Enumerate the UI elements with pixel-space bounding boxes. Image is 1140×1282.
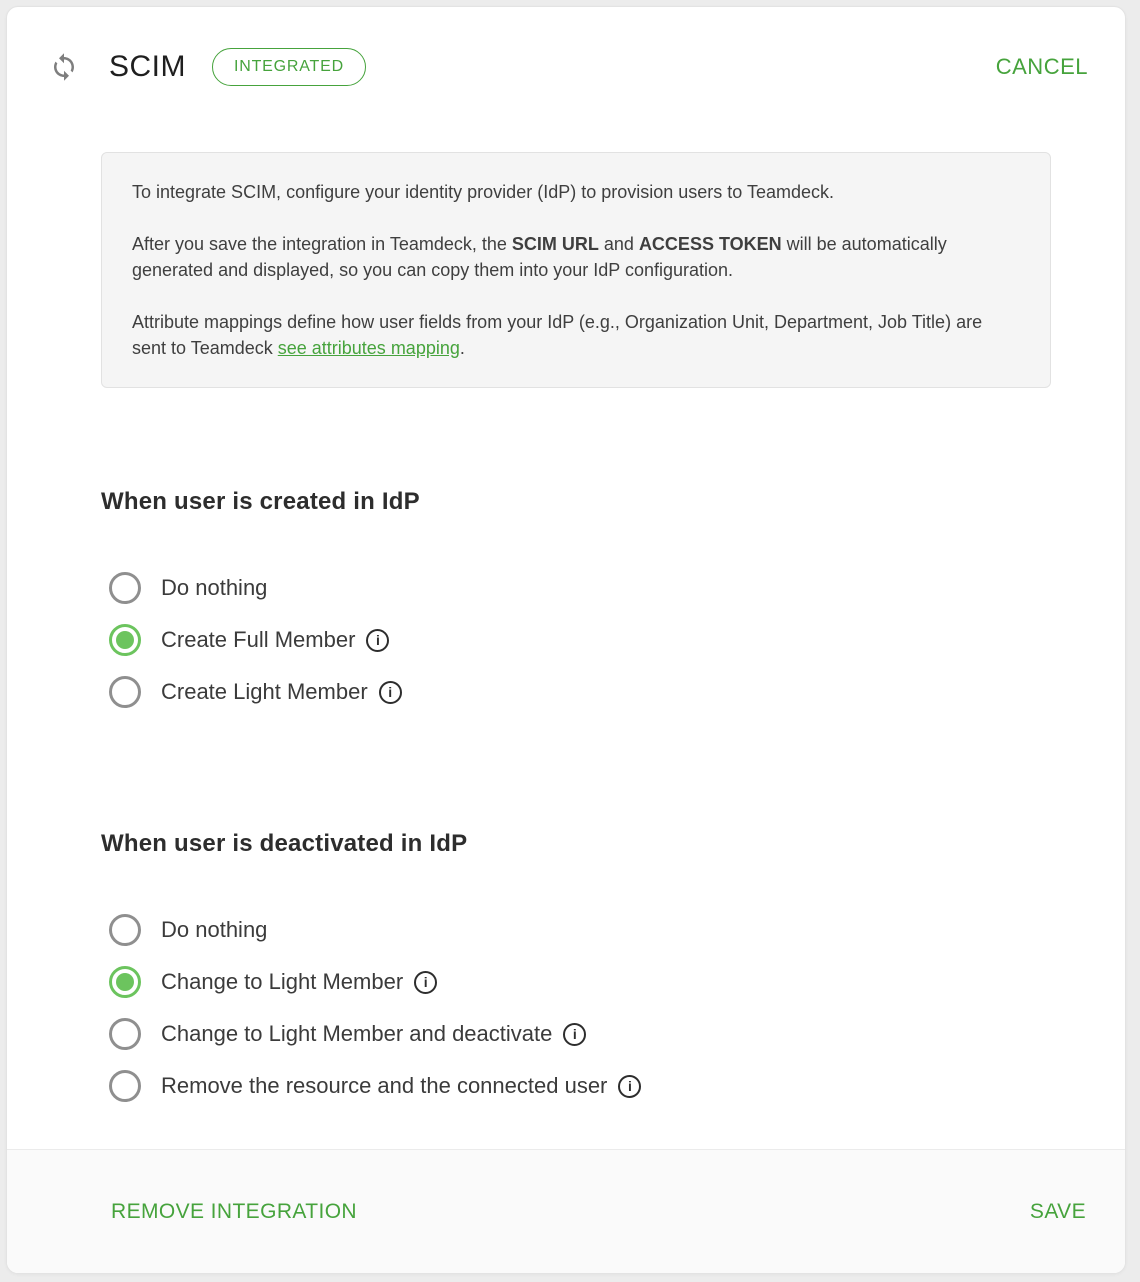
radio-option-label: Remove the resource and the connected user bbox=[161, 1073, 608, 1098]
status-badge: INTEGRATED bbox=[212, 48, 366, 86]
radio-button[interactable] bbox=[109, 914, 141, 946]
info-icon[interactable]: i bbox=[618, 1075, 641, 1098]
panel-header bbox=[7, 7, 1125, 127]
section-heading: When user is deactivated in IdP bbox=[101, 830, 468, 857]
radio-option[interactable] bbox=[109, 624, 1051, 656]
radio-option[interactable] bbox=[109, 572, 1051, 604]
section-user-deactivated bbox=[101, 830, 1051, 1102]
attributes-mapping-link[interactable]: see attributes mapping bbox=[277, 338, 460, 358]
radio-group-user-created bbox=[109, 572, 1051, 708]
info-paragraph-3: Attribute mappings define how user fields from your IdP (e.g., Organization Unit, Department, Job Title) are sent to Teamdeck see attributes mapping. bbox=[132, 312, 983, 358]
section-heading: When user is created in IdP bbox=[101, 488, 420, 515]
remove-integration-button[interactable]: REMOVE INTEGRATION bbox=[111, 1199, 357, 1223]
cancel-button[interactable]: CANCEL bbox=[995, 54, 1088, 79]
panel-body bbox=[7, 127, 1125, 1149]
sync-icon bbox=[49, 52, 79, 82]
section-user-created bbox=[101, 488, 1051, 708]
save-button[interactable]: SAVE bbox=[1029, 1199, 1086, 1223]
scim-url-emphasis: SCIM URL bbox=[511, 234, 599, 254]
panel-footer bbox=[7, 1149, 1125, 1273]
radio-option-label: Change to Light Member and deactivate bbox=[161, 1021, 553, 1046]
info-paragraph-1: To integrate SCIM, configure your identity provider (IdP) to provision users to Teamdeck. bbox=[132, 182, 834, 202]
radio-button[interactable] bbox=[109, 572, 141, 604]
radio-option[interactable] bbox=[109, 1018, 1051, 1050]
radio-option[interactable] bbox=[109, 914, 1051, 946]
radio-option-label: Do nothing bbox=[161, 917, 268, 942]
radio-option-label: Create Light Member bbox=[161, 679, 368, 704]
info-paragraph-2: After you save the integration in Teamdeck, the SCIM URL and ACCESS TOKEN will be automatically generated and displayed, so you can copy them into your IdP configuration. bbox=[132, 234, 947, 280]
integration-info-box bbox=[101, 152, 1051, 388]
info-icon[interactable]: i bbox=[414, 971, 437, 994]
radio-option[interactable] bbox=[109, 676, 1051, 708]
radio-button[interactable] bbox=[109, 1018, 141, 1050]
access-token-emphasis: ACCESS TOKEN bbox=[638, 234, 782, 254]
radio-option[interactable] bbox=[109, 1070, 1051, 1102]
radio-option-label: Create Full Member bbox=[161, 627, 356, 652]
radio-button[interactable] bbox=[109, 676, 141, 708]
info-icon[interactable]: i bbox=[563, 1023, 586, 1046]
radio-button[interactable] bbox=[109, 1070, 141, 1102]
info-icon[interactable]: i bbox=[379, 681, 402, 704]
page-title: SCIM bbox=[109, 50, 186, 83]
scim-integration-panel bbox=[6, 6, 1126, 1274]
radio-option[interactable] bbox=[109, 966, 1051, 998]
radio-button-selected[interactable] bbox=[109, 624, 141, 656]
radio-option-label: Do nothing bbox=[161, 575, 268, 600]
radio-option-label: Change to Light Member bbox=[161, 969, 404, 994]
radio-button-selected[interactable] bbox=[109, 966, 141, 998]
info-icon[interactable]: i bbox=[366, 629, 389, 652]
radio-group-user-deactivated bbox=[109, 914, 1051, 1102]
